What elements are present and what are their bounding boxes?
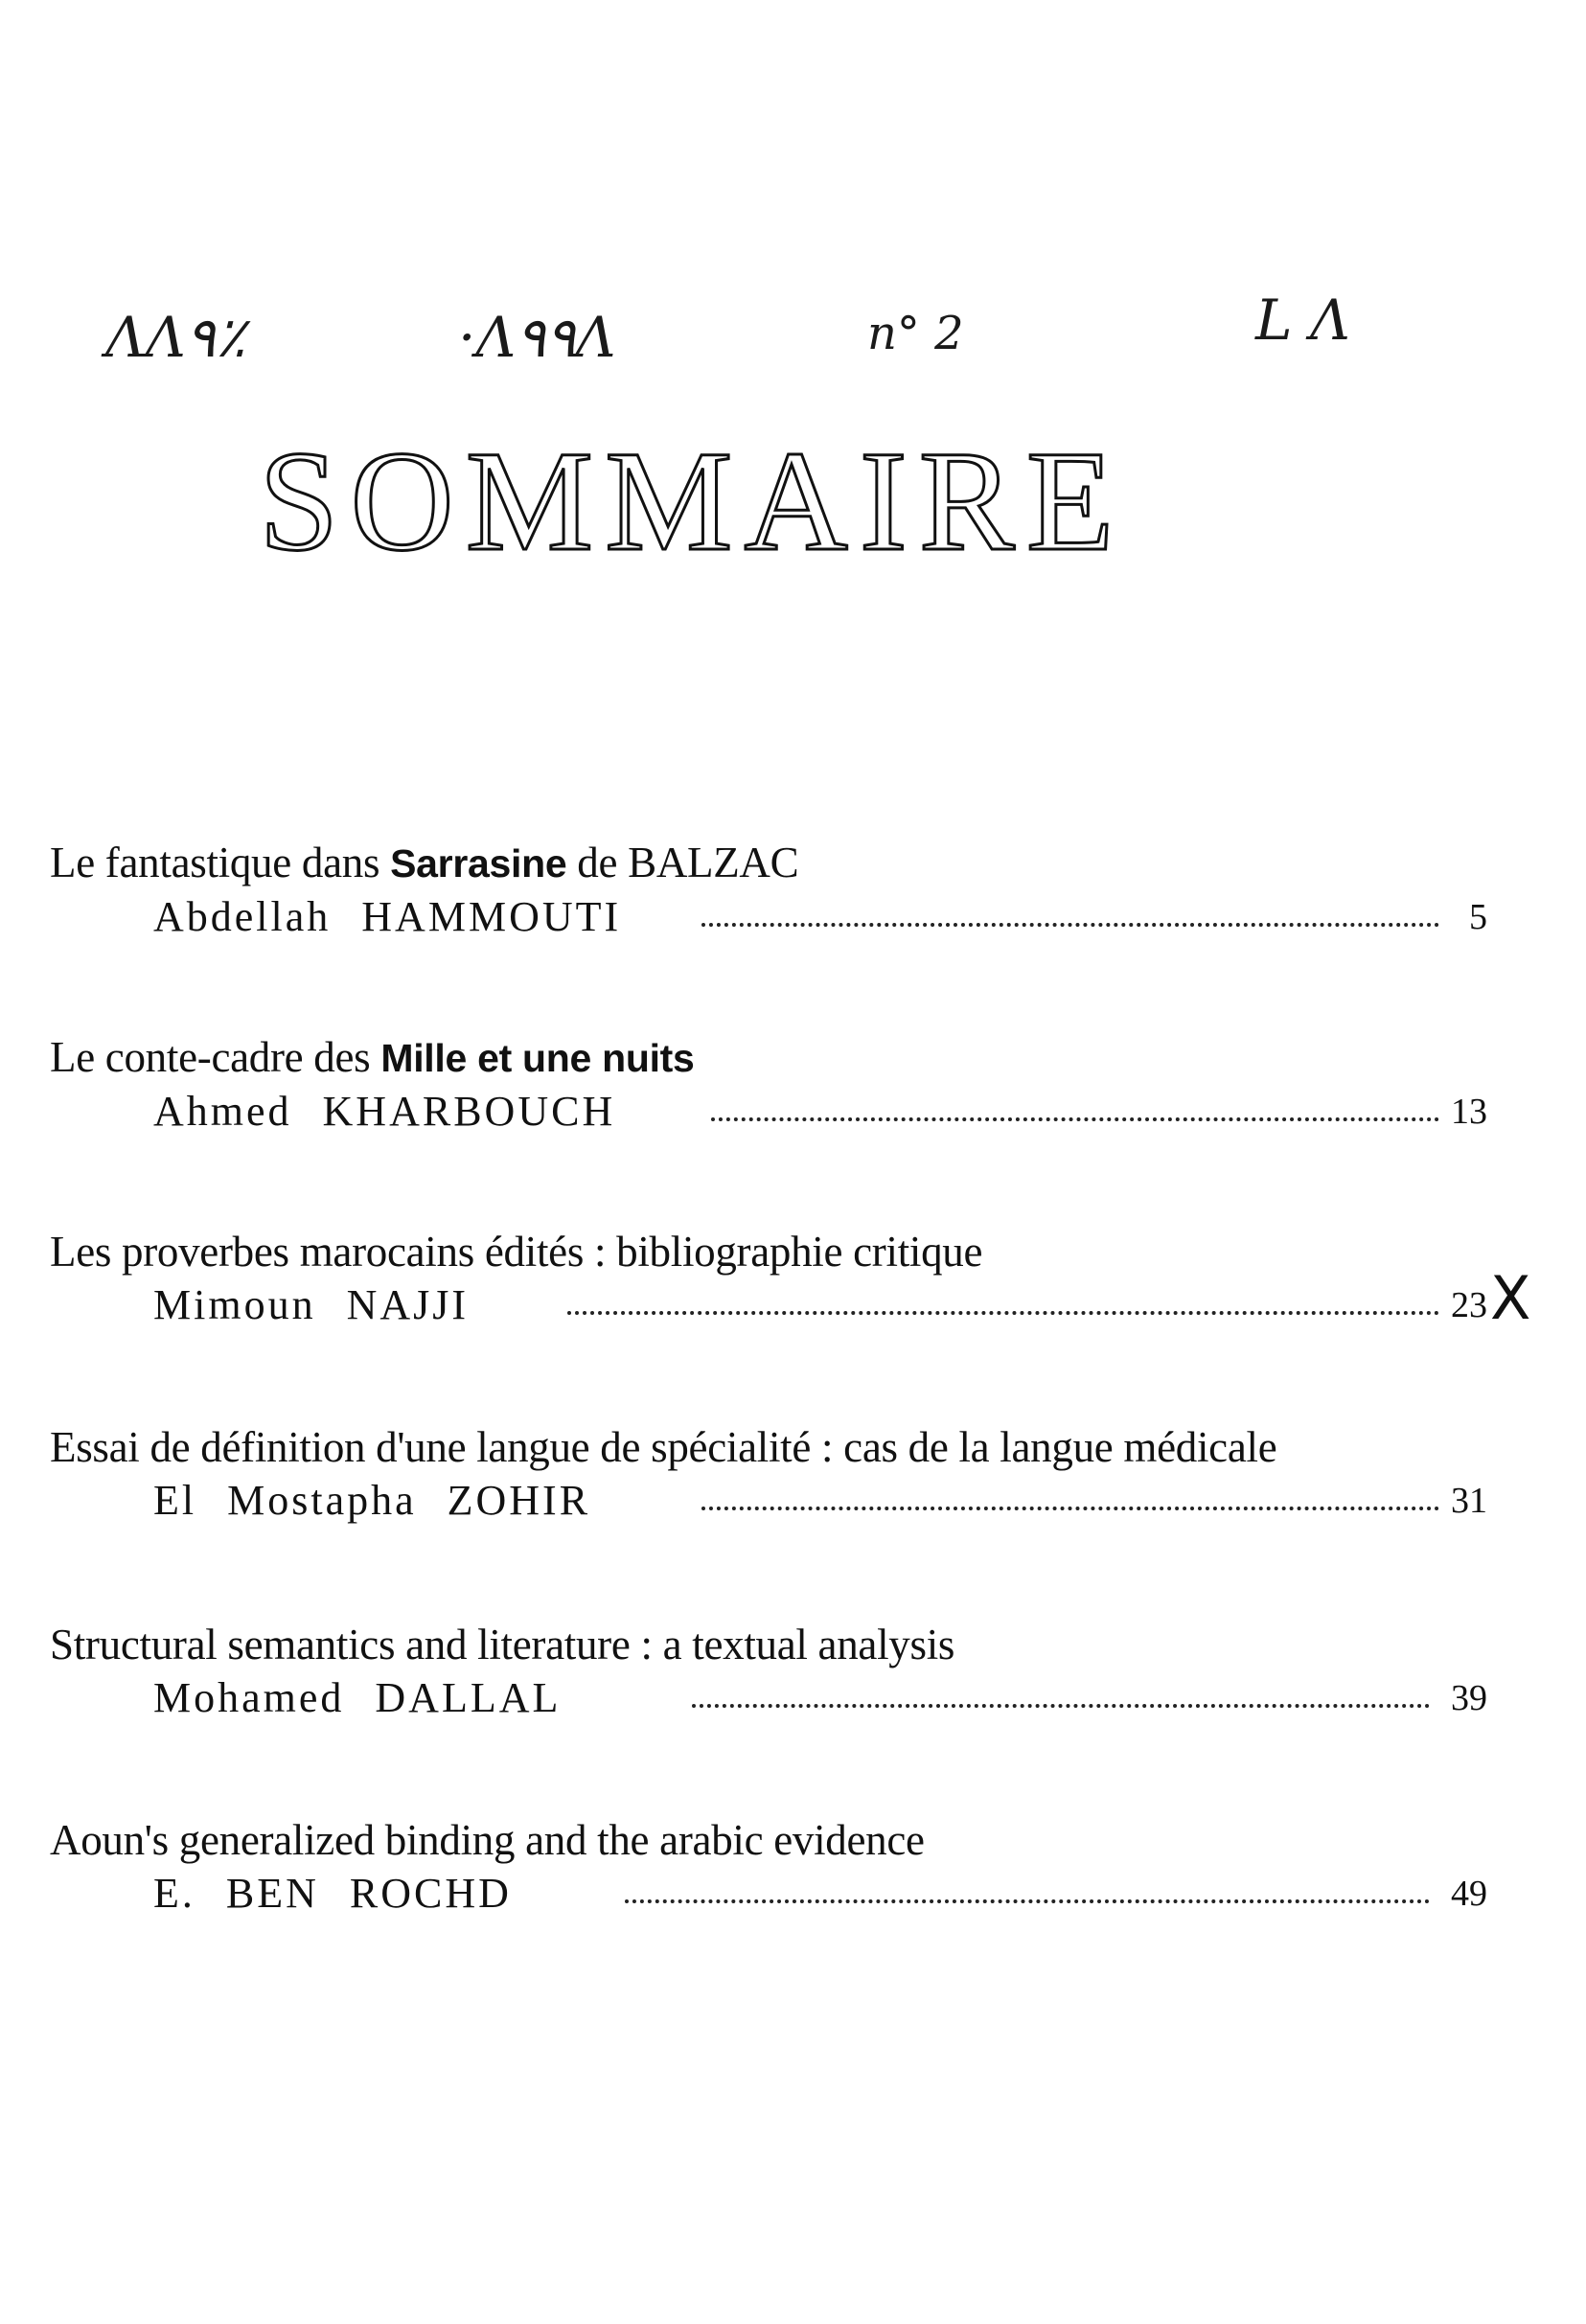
entry-title: [50, 1225, 1487, 1278]
entry-page-number: 5: [1469, 897, 1487, 937]
handwritten-note-3: n° 2: [867, 307, 964, 360]
entry-title: [50, 1813, 1487, 1867]
toc-entry: [50, 1420, 1487, 1531]
entry-title: [50, 1420, 1487, 1474]
toc-entry: [50, 1618, 1487, 1729]
entry-author: Mimoun NAJJI: [153, 1281, 470, 1328]
entry-author: Ahmed KHARBOUCH: [153, 1088, 616, 1135]
entry-title-bold: Sarrasine: [390, 841, 567, 886]
toc-entry: [50, 1813, 1487, 1924]
entry-title: [50, 1030, 1487, 1085]
dot-leader: [567, 1307, 1439, 1315]
entry-title-text: Le conte-cadre des: [50, 1033, 381, 1081]
entry-title: [50, 836, 1487, 890]
entry-page-number: 31: [1451, 1481, 1487, 1521]
dot-leader: [692, 1700, 1430, 1708]
handwritten-note-4: L Λ: [1255, 288, 1350, 353]
dot-leader: [625, 1896, 1430, 1903]
toc-entry: [50, 836, 1487, 948]
toc-entry: [50, 1030, 1487, 1142]
entry-title-bold: Mille et une nuits: [380, 1036, 695, 1080]
entry-page-number: 23: [1451, 1285, 1487, 1325]
cross-mark: X: [1490, 1263, 1531, 1333]
entry-title-text: Essai de définition d'une langue de spécialité : cas de la langue médicale: [50, 1423, 1277, 1471]
entry-title-text: Le fantastique dans: [50, 839, 391, 886]
handwritten-note-2: ·Λ٩٩Λ: [458, 305, 616, 370]
toc-entry: [50, 1225, 1487, 1336]
entry-title-text: Structural semantics and literature : a textual analysis: [50, 1621, 955, 1668]
entry-title-text: de BALZAC: [566, 839, 799, 886]
entry-page-number: 13: [1451, 1092, 1487, 1132]
entry-page-number: 49: [1451, 1874, 1487, 1914]
entry-author: E. BEN ROCHD: [153, 1870, 512, 1917]
entry-title: [50, 1618, 1487, 1671]
dot-leader: [701, 1503, 1439, 1510]
page-title: SOMMAIRE: [259, 422, 1126, 581]
dot-leader: [711, 1114, 1439, 1121]
dot-leader: [701, 919, 1439, 927]
entry-page-number: 39: [1451, 1678, 1487, 1718]
entry-title-text: Les proverbes marocains édités : bibliographie critique: [50, 1228, 983, 1276]
entry-author: El Mostapha ZOHIR: [153, 1477, 591, 1524]
handwritten-note-1: ΛΛ٩٪: [105, 305, 246, 370]
entry-title-text: Aoun's generalized binding and the arabic evidence: [50, 1816, 925, 1864]
entry-author: Mohamed DALLAL: [153, 1674, 562, 1721]
entry-author: Abdellah HAMMOUTI: [153, 893, 622, 940]
